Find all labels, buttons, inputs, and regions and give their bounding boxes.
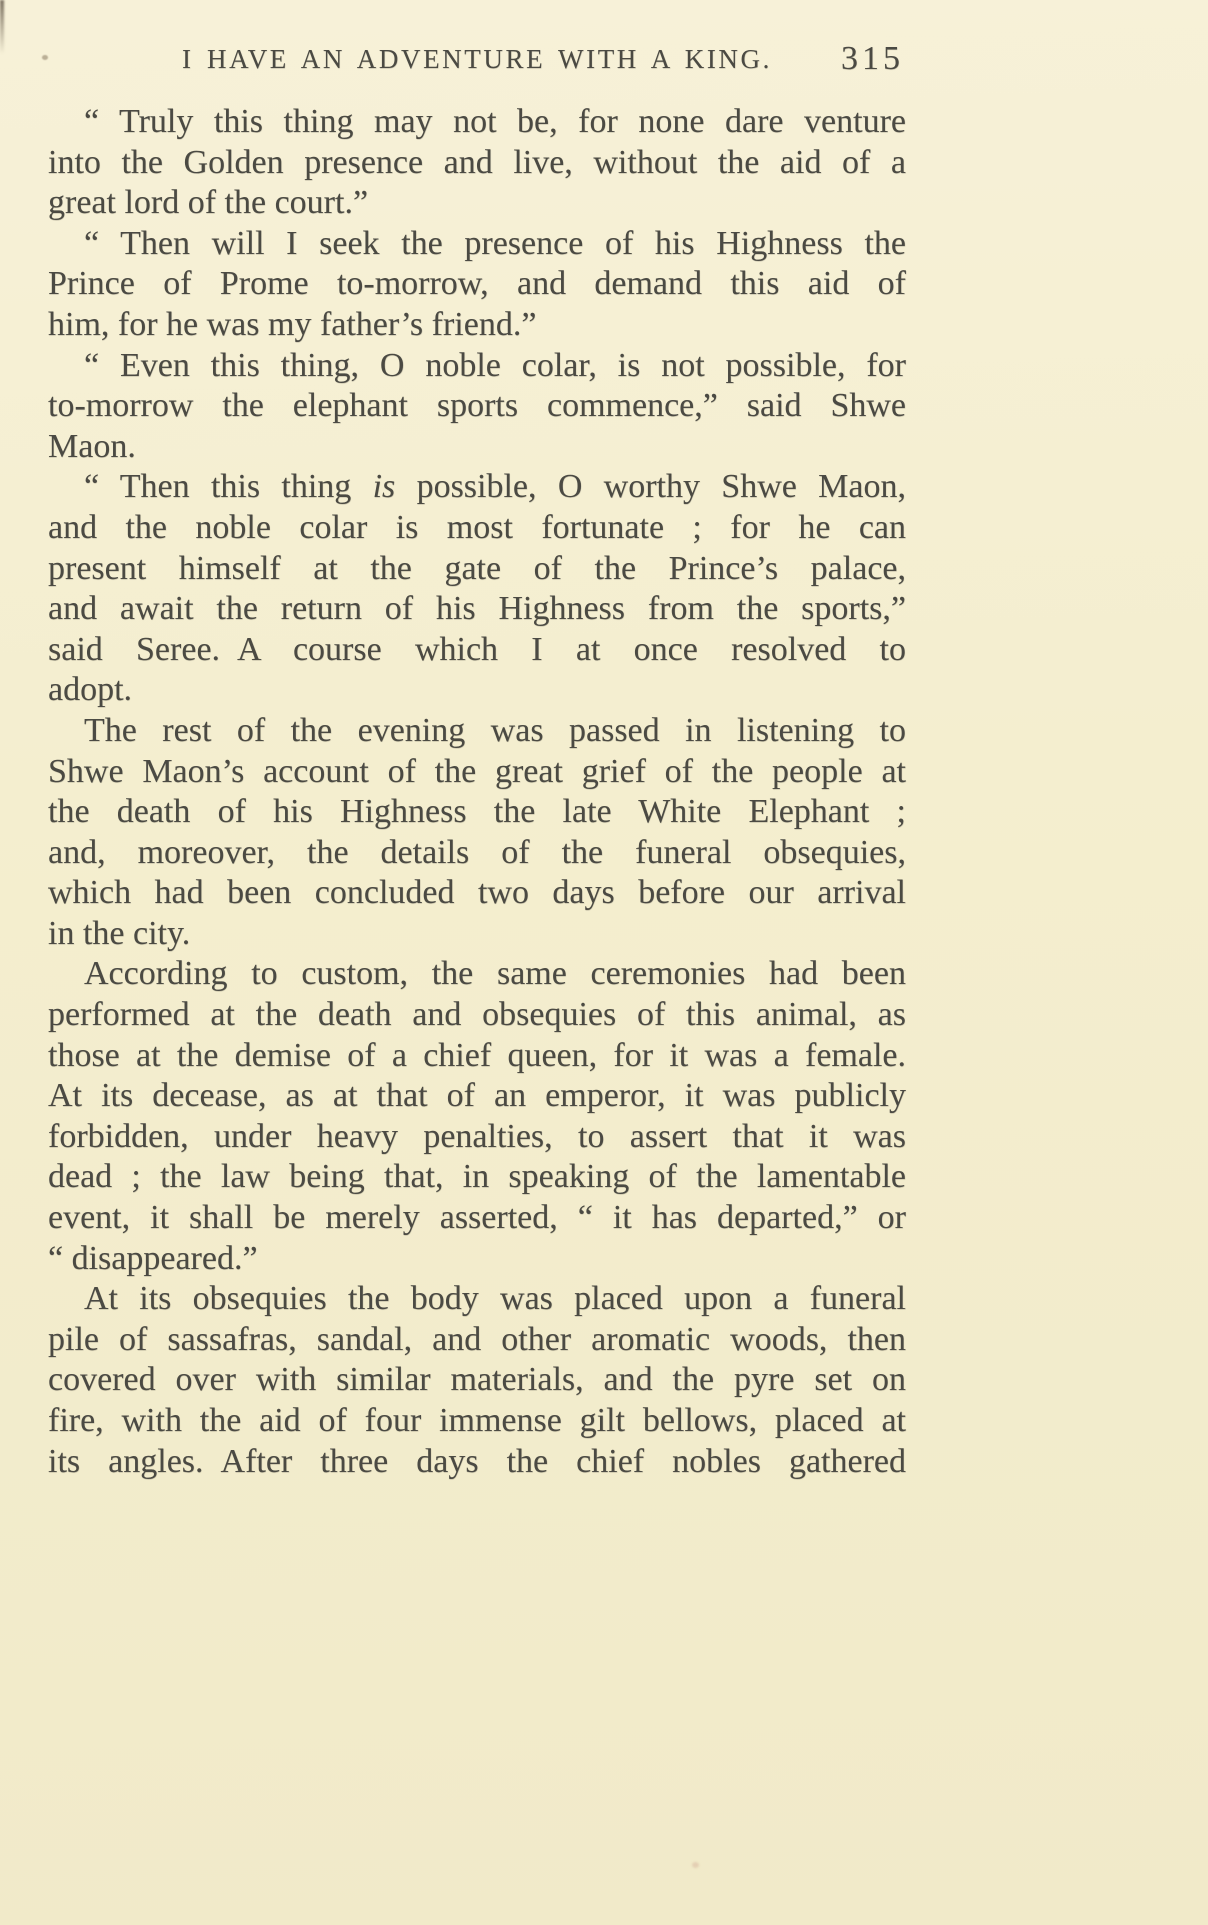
text-line: fire, with the aid of four immense gilt bellows, placed at (48, 1402, 906, 1439)
text-line: event, it shall be merely asserted, “ it has departed,” or (48, 1199, 906, 1237)
text-line: covered over with similar materials, and the pyre set on (48, 1361, 906, 1399)
text-block (48, 102, 906, 1482)
text-line: and await the return of his Highness from the sports,” (48, 590, 906, 628)
paragraph (48, 711, 906, 955)
text-line: At its obsequies the body was placed upon a funeral (84, 1280, 906, 1318)
text-line: which had been concluded two days before our arrival (48, 874, 906, 912)
text-line: “ disappeared.” (48, 1239, 258, 1277)
text-line: According to custom, the same ceremonies had been (84, 955, 906, 993)
scan-speck (692, 1862, 699, 1868)
paragraph (48, 346, 906, 468)
text-line: “ Then this thing is possible, O worthy Shwe Maon, (84, 468, 906, 506)
text-line: him, for he was my father’s friend.” (48, 305, 537, 343)
text-line: performed at the death and obsequies of this animal, as (48, 996, 906, 1034)
text-line: its angles. After three days the chief nobles gathered (48, 1442, 906, 1480)
text-line: forbidden, under heavy penalties, to assert that it was (48, 1117, 906, 1155)
paragraph (48, 467, 906, 711)
paragraph (48, 954, 906, 1279)
text-line: Shwe Maon’s account of the great grief of the people at (48, 752, 906, 790)
scan-edge-artifact (0, 0, 4, 54)
text-line: At its decease, as at that of an emperor, it was publicly (48, 1077, 906, 1115)
text-line: present himself at the gate of the Prince’s palace, (48, 549, 906, 587)
text-line: and, moreover, the details of the funeral obsequies, (48, 833, 906, 871)
running-title: I HAVE AN ADVENTURE WITH A KING. (182, 44, 772, 74)
page-header (48, 40, 906, 84)
text-line: in the city. (48, 914, 191, 952)
text-line: dead ; the law being that, in speaking of the lamentable (48, 1158, 906, 1196)
text-line: Maon. (48, 427, 136, 465)
text-line: great lord of the court.” (48, 184, 369, 222)
text-line: into the Golden presence and live, without the aid of a (48, 143, 906, 181)
text-line: adopt. (48, 671, 133, 709)
text-line: the death of his Highness the late White Elephant ; (48, 793, 906, 831)
text-line: said Seree. A course which I at once resolved to (48, 630, 906, 668)
page-number: 315 (841, 40, 904, 77)
text-line: and the noble colar is most fortunate ; for he can (48, 508, 906, 546)
text-line: “ Then will I seek the presence of his Highness the (84, 224, 906, 262)
text-line: those at the demise of a chief queen, for it was a female. (48, 1036, 906, 1074)
text-line: “ Truly this thing may not be, for none dare venture (84, 103, 906, 140)
text-line: pile of sassafras, sandal, and other aromatic woods, then (48, 1320, 906, 1358)
paragraph (48, 1279, 906, 1482)
paragraph (48, 102, 906, 224)
paragraph (48, 224, 906, 346)
text-line: to-morrow the elephant sports commence,” said Shwe (48, 387, 906, 425)
text-line: Prince of Prome to-morrow, and demand this aid of (48, 265, 906, 303)
text-line: “ Even this thing, O noble colar, is not possible, for (84, 346, 906, 384)
text-line: The rest of the evening was passed in listening to (84, 711, 906, 749)
